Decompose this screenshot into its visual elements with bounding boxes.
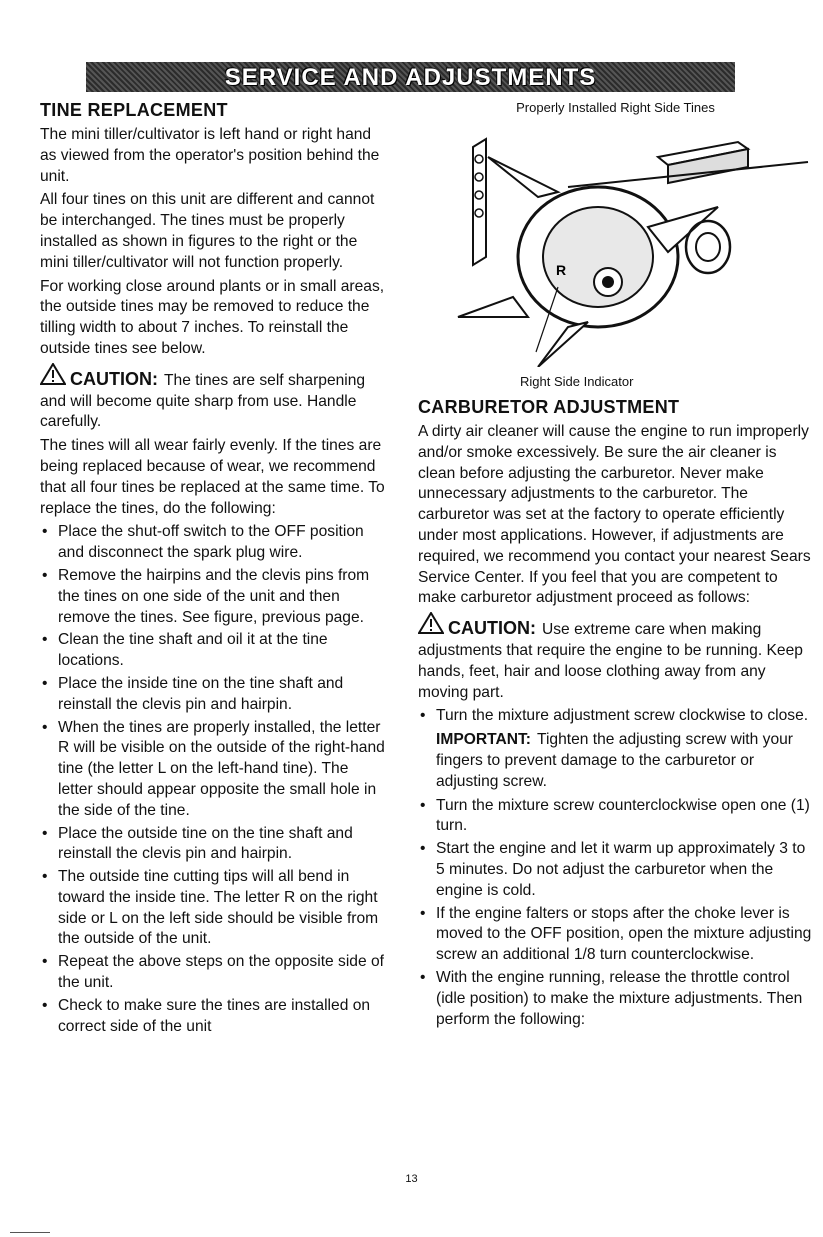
- tine-replacement-section: [40, 100, 385, 1039]
- list-item: • Check to make sure the tines are installed on correct side of the unit: [40, 996, 385, 1038]
- figure-caption: Properly Installed Right Side Tines: [516, 100, 715, 115]
- important-text: Tighten the adjusting screw with your fingers to prevent damage to the carburetor or adjusting screw.: [436, 731, 793, 790]
- tine-para-4: The tines will all wear fairly evenly. If the tines are being replaced because of wear, we recommend that all four tines be replaced at the same time. To replace the tines, do the following:: [40, 437, 385, 517]
- tine-caution: [40, 363, 385, 433]
- indicator-caption: Right Side Indicator: [520, 374, 634, 389]
- warning-triangle-icon: [418, 612, 444, 634]
- list-item: • The outside tine cutting tips will all bend in toward the inside tine. The letter R on the right side or L on the left side should be visible from the outside of the unit.: [40, 867, 385, 950]
- bottom-rule: [10, 1232, 50, 1233]
- list-item: [418, 706, 813, 792]
- list-item: • If the engine falters or stops after the choke lever is moved to the OFF position, open the mixture adjusting screw an additional 1/8 turn counterclockwise.: [418, 904, 813, 966]
- list-item: • Clean the tine shaft and oil it at the tine locations.: [40, 630, 385, 672]
- carb-heading: CARBURETOR ADJUSTMENT: [418, 397, 680, 417]
- carb-caution: [418, 612, 813, 703]
- tine-para-2: All four tines on this unit are different and cannot be interchanged. The tines must be properly installed as shown in figures to the right or the mini tiller/cultivator will not function properly.: [40, 191, 375, 271]
- important-label: IMPORTANT:: [436, 731, 531, 749]
- section-title: SERVICE AND ADJUSTMENTS: [224, 64, 597, 91]
- page-number: 13: [405, 1173, 418, 1185]
- list-item: • When the tines are properly installed, the letter R will be visible on the outside of the right-hand tine (the letter L on the left-hand tine). The letter should appear opposite the small hole in the side of the tine.: [40, 718, 385, 822]
- caution-label: CAUTION:: [448, 618, 536, 639]
- tine-heading: TINE REPLACEMENT: [40, 100, 228, 120]
- list-item: • Place the shut-off switch to the OFF position and disconnect the spark plug wire.: [40, 522, 385, 564]
- carb-steps-list: [418, 706, 813, 1030]
- caution-label: CAUTION:: [70, 368, 158, 389]
- list-item: • Place the inside tine on the tine shaft and reinstall the clevis pin and hairpin.: [40, 674, 385, 716]
- list-item: • Turn the mixture screw counterclockwise open one (1) turn.: [418, 796, 813, 838]
- step-text: Turn the mixture adjustment screw clockwise to close.: [436, 707, 809, 725]
- tine-para-1: The mini tiller/cultivator is left hand or right hand as viewed from the operator's position behind the unit.: [40, 126, 380, 185]
- section-banner: [86, 62, 735, 92]
- list-item: • Remove the hairpins and the clevis pins from the tines on one side of the unit and then remove the tines. See figure, previous page.: [40, 566, 385, 628]
- list-item: • Place the outside tine on the tine shaft and reinstall the clevis pin and hairpin.: [40, 824, 385, 866]
- warning-triangle-icon: [40, 363, 66, 385]
- tine-steps-list: [40, 522, 385, 1037]
- important-note: [436, 730, 813, 792]
- figure-letter: R: [556, 262, 567, 278]
- caution-text: The tines are self sharpening and will become quite sharp from use. Handle carefully.: [40, 371, 366, 431]
- list-item: • Repeat the above steps on the opposite side of the unit.: [40, 952, 385, 994]
- carb-para-1: A dirty air cleaner will cause the engine to run improperly and/or smoke excessively. Be sure the air cleaner is clean before adjusting the carburetor. Never make unnecessary adjustments to the carburetor. The carburetor was set at the factory to operate efficiently under most applications. However, if adjustments are required, we recommend you contact your nearest Sears Service Center. If you feel that you are competent to make carburetor adjustment proceed as follows:: [418, 423, 811, 607]
- list-item: • Start the engine and let it warm up approximately 3 to 5 minutes. Do not adjust the carburetor when the engine is cold.: [418, 839, 813, 901]
- right-column: [418, 100, 813, 1032]
- tine-illustration: [418, 117, 813, 367]
- caution-text: Use extreme care when making adjustments that require the engine to be running. Keep hands, feet, hair and loose clothing away from any moving part.: [418, 621, 803, 701]
- list-item: • With the engine running, release the throttle control (idle position) to make the mixture adjustments. Then perform the following:: [418, 968, 813, 1030]
- tine-para-3: For working close around plants or in small areas, the outside tines may be removed to reduce the tilling width to about 7 inches. To reinstall the outside tines see below.: [40, 277, 385, 357]
